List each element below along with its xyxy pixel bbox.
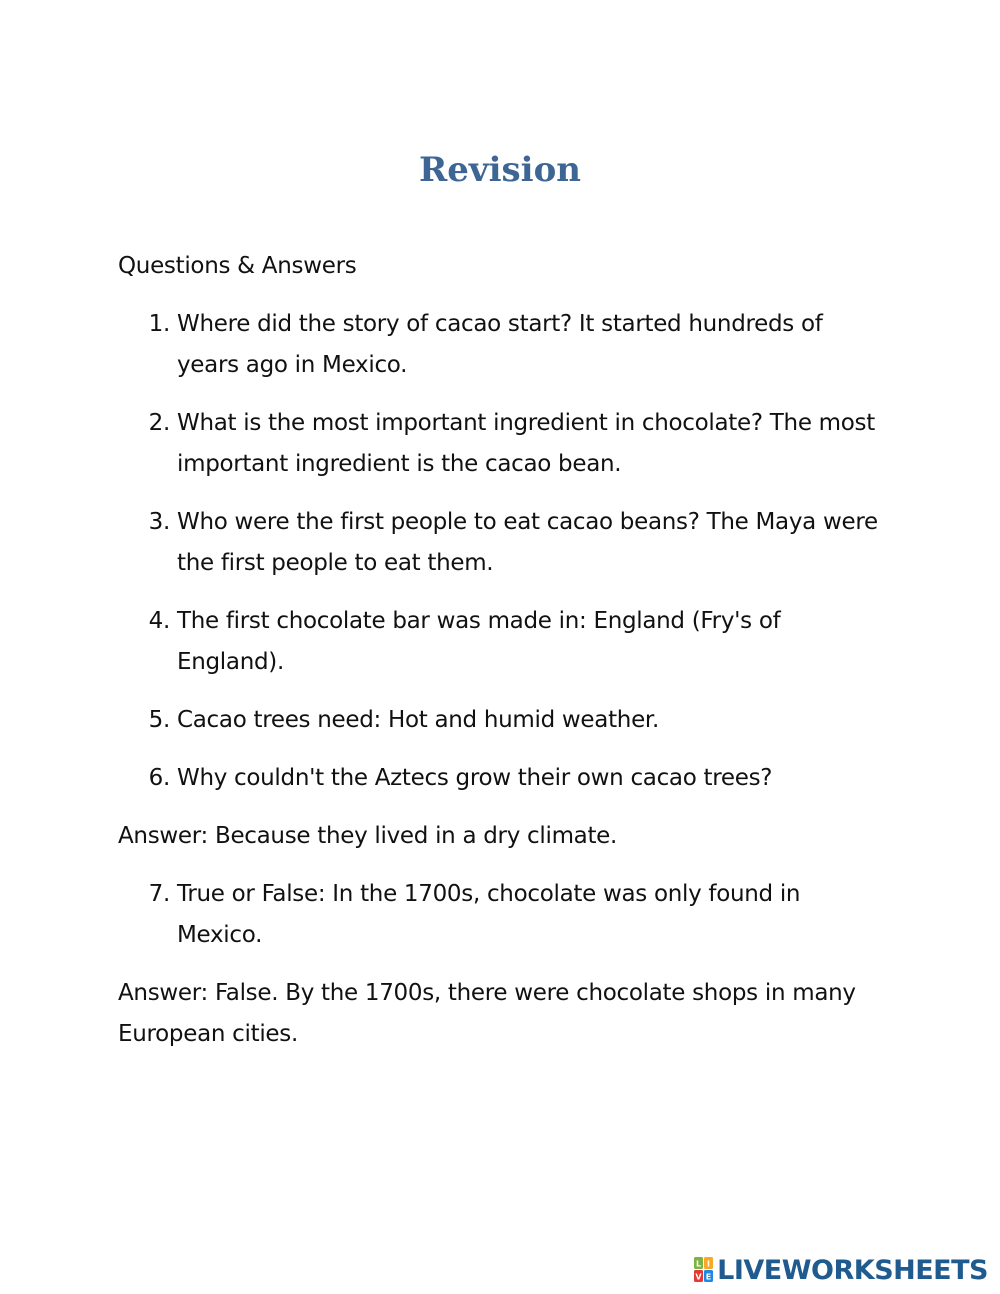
svg-text:I: I: [707, 1259, 711, 1269]
item-number: 3.: [148, 509, 170, 535]
item-number: 5.: [148, 707, 170, 733]
list-item: [118, 403, 888, 485]
item-text: Why couldn't the Aztecs grow their own cacao trees?: [177, 765, 773, 791]
item-number: 4.: [148, 608, 170, 634]
list-item: [118, 502, 888, 584]
svg-text:E: E: [705, 1272, 712, 1282]
answer-text: Answer: Because they lived in a dry climate.: [118, 823, 618, 849]
document-body: [118, 246, 888, 1072]
liveworksheets-logo: [694, 1252, 988, 1288]
answer-text: Answer: False. By the 1700s, there were chocolate shops in many European cities.: [118, 980, 856, 1047]
svg-text:V: V: [695, 1272, 702, 1282]
list-item: [118, 758, 888, 799]
item-number: 6.: [148, 765, 170, 791]
list-item: [118, 700, 888, 741]
liveworksheets-logo-icon: [694, 1257, 714, 1283]
list-item: [118, 874, 888, 956]
list-item: [118, 304, 888, 386]
section-heading: Questions & Answers: [118, 253, 357, 279]
item-text: Where did the story of cacao start? It started hundreds of years ago in Mexico.: [177, 311, 823, 378]
svg-text:L: L: [696, 1259, 702, 1269]
item-text: What is the most important ingredient in chocolate? The most important ingredient is the cacao bean.: [177, 410, 875, 477]
item-text: True or False: In the 1700s, chocolate was only found in Mexico.: [177, 881, 801, 948]
page-title: Revision: [418, 150, 581, 190]
item-number: 1.: [148, 311, 170, 337]
item-number: 7.: [148, 881, 170, 907]
item-text: The first chocolate bar was made in: England (Fry's of England).: [177, 608, 781, 675]
item-number: 2.: [148, 410, 170, 436]
item-text: Cacao trees need: Hot and humid weather.: [177, 707, 659, 733]
item-text: Who were the first people to eat cacao beans? The Maya were the first people to eat them.: [177, 509, 878, 576]
list-item: [118, 601, 888, 683]
brand-name: LIVEWORKSHEETS: [717, 1254, 988, 1286]
